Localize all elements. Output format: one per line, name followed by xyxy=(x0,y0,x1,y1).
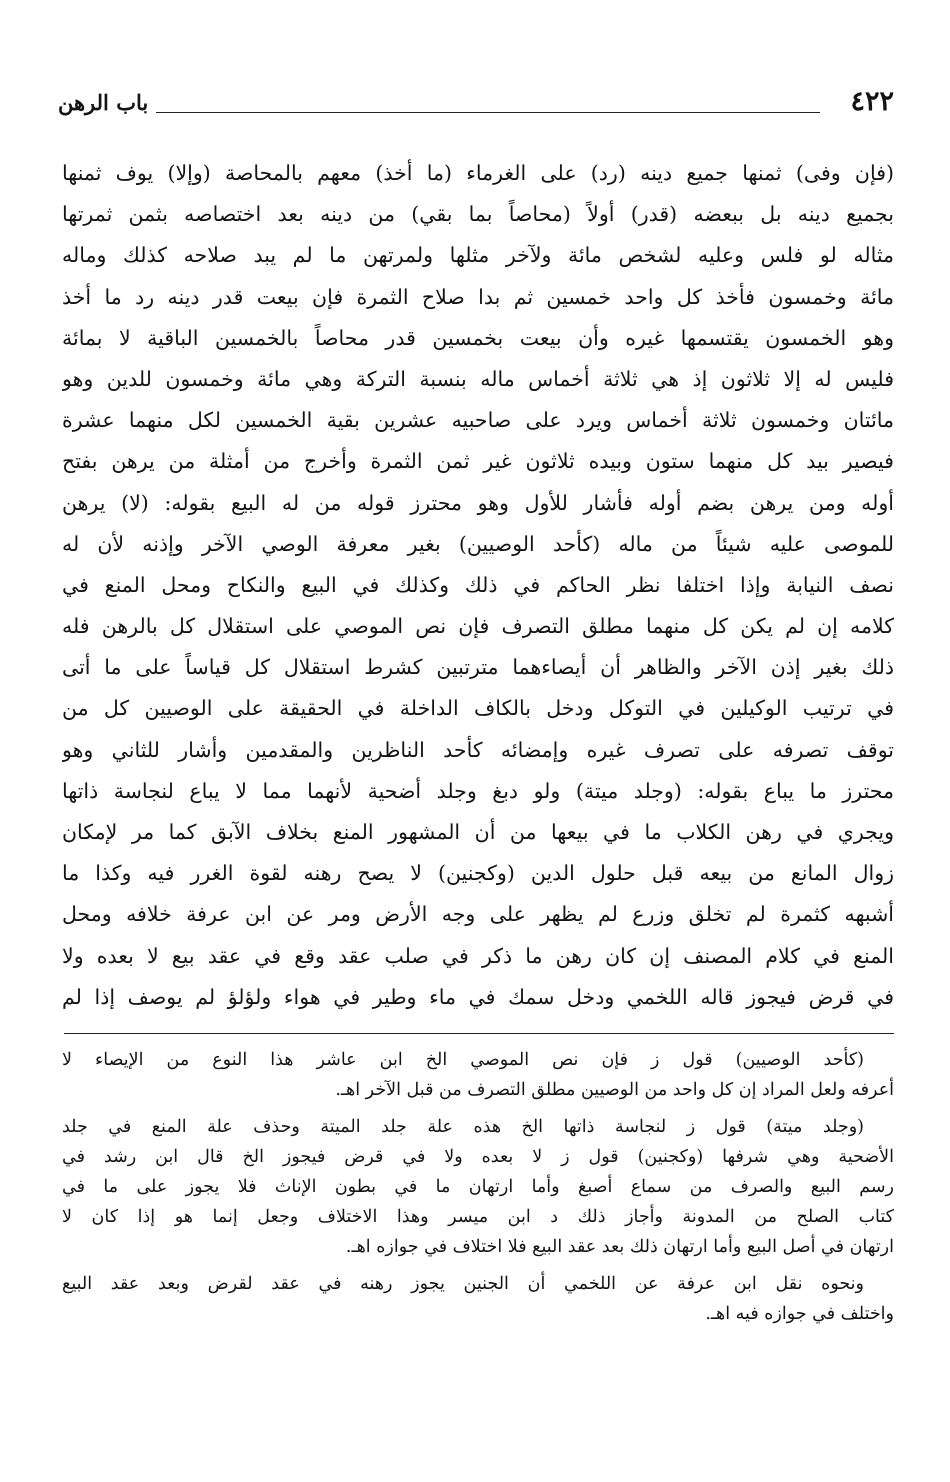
text-line: نصف النيابة وإذا اختلفا نظر الحاكم في ذلك وكذلك في البيع والنكاح ومحل المنع في xyxy=(62,572,894,597)
text-line: مائتان وخمسون ثلاثة أخماس ويرد على صاحبيه عشرين بقية الخمسين لكل منهما عشرة xyxy=(62,408,894,433)
footnote-line: الأضحية وهي شرفها (وكجنين) قول ز لا بعده ولا في قرض فيجوز الخ قال ابن رشد في xyxy=(62,1147,894,1167)
page-header xyxy=(58,86,894,120)
text-line: زوال المانع من بيعه قبل حلول الدين (وكجنين) لا يصح رهنه لقوة الغرر فيه وكذا ما xyxy=(62,861,894,886)
footnotes xyxy=(62,1045,894,1336)
header-rule xyxy=(156,112,820,113)
text-line: ويجري في رهن الكلاب ما في بيعها من أن المشهور المنع بخلاف الآبق كما مر لإمكان xyxy=(62,820,894,844)
footnote-line: (وجلد ميتة) قول ز لنجاسة ذاتها الخ هذه علة جلد الميتة وحذف علة المنع في جلد xyxy=(62,1117,864,1137)
footnote-line: رسم البيع والصرف من سماع أصبغ وأما ارتهان ما في بطون الإناث فلا يجوز على ما في xyxy=(62,1177,894,1197)
text-line: (فإن وفى) ثمنها جميع دينه (رد) على الغرماء (ما أخذ) معهم بالمحاصة (وإلا) يوف ثمنها xyxy=(62,161,894,185)
footnote xyxy=(62,1045,894,1105)
text-line: أشبهه كثمرة لم تخلق وزرع لم يظهر على وجه الأرض ومر عن ابن عرفة خلافه ومحل xyxy=(62,902,894,927)
text-line: المنع في كلام المصنف إن كان رهن ما ذكر في صلب عقد وقع في عقد بيع لا بعده ولا xyxy=(62,943,894,968)
text-line: محترز ما يباع بقوله: (وجلد ميتة) ولو دبغ وجلد أضحية لأنهما مما لا يباع لنجاسة ذاتها xyxy=(62,778,894,803)
footnote-line: كتاب الصلح من المدونة وأجاز ذلك د ابن ميسر وهذا الاختلاف وجعل إنما هو إذا كان لا xyxy=(62,1207,894,1227)
text-line: للموصى عليه شيئاً من ماله (كأحد الوصيين) بغير معرفة الوصي الآخر وإذنه لأن له xyxy=(62,531,894,556)
text-line: ذلك بغير إذن الآخر والظاهر أن أيصاءهما مترتبين كشرط استقلال كل قياساً على ما أتى xyxy=(62,655,894,680)
chapter-title: باب الرهن xyxy=(58,90,149,115)
text-line: وهو الخمسون يقتسمها غيره وأن بيعت بخمسين قدر محاصاً بالخمسين الباقية لا بمائة xyxy=(62,325,894,350)
footnote-line: ونحوه نقل ابن عرفة عن اللخمي أن الجنين يجوز رهنه في عقد لقرض وبعد عقد البيع xyxy=(62,1274,864,1294)
text-line: بجميع دينه بل ببعضه (قدر) أولاً (محاصاً بما بقي) من دينه بعد اختصاصه بثمن ثمرتها xyxy=(62,202,894,227)
main-text xyxy=(62,153,894,1018)
footnote-separator xyxy=(64,1033,894,1034)
text-line: أوله ومن يرهن بضم أوله فأشار للأول وهو محترز قوله من له البيع بقوله: (لا) يرهن xyxy=(62,490,894,515)
text-line: فيصير بيد كل منهما ستون وبيده ثلاثون غير ثمن الثمرة وأخرج من أمثلة من يرهن بفتح xyxy=(62,449,894,474)
footnote-line: أعرفه ولعل المراد إن كل واحد من الوصيين مطلق التصرف من قبل الآخر اهـ. xyxy=(335,1080,894,1100)
footnote xyxy=(62,1112,894,1262)
footnote-line: (كأحد الوصيين) قول ز فإن نص الموصي الخ ابن عاشر هذا النوع من الإيصاء لا xyxy=(62,1050,864,1070)
text-line: مثاله لو فلس وعليه لشخص مائة ولآخر مثلها ولمرتهن ما لم يبد صلاحه كذلك وماله xyxy=(62,243,894,268)
text-line: في قرض فيجوز قاله اللخمي ودخل سمك في ماء وطير في هواء ولؤلؤ لم يوصف إذا لم xyxy=(62,984,894,1009)
text-line: كلامه إن لم يكن كل منهما مطلق التصرف فإن نص الموصي على استقلال كل بالرهن فله xyxy=(62,614,894,639)
footnote-line: واختلف في جوازه فيه اهـ. xyxy=(705,1304,894,1324)
page-number: ٤٢٢ xyxy=(850,86,894,117)
footnote-line: ارتهان في أصل البيع وأما ارتهان ذلك بعد عقد البيع فلا اختلاف في جوازه اهـ. xyxy=(345,1237,894,1257)
text-line: مائة وخمسون فأخذ كل واحد خمسين ثم بدا صلاح الثمرة فإن بيعت قدر دينه رد ما أخذ xyxy=(62,284,894,309)
text-line: فليس له إلا ثلاثون إذ هي ثلاثة أخماس ماله بنسبة التركة وهي مائة وخمسون للدين وهو xyxy=(62,366,894,391)
footnote xyxy=(62,1269,894,1329)
text-line: في ترتيب الوكيلين في التوكل ودخل بالكاف الداخلة في الحقيقة على الوصيين كل من xyxy=(62,696,894,721)
text-line: توقف تصرفه على تصرف غيره وإمضائه كأحد الناظرين والمقدمين وأشار للثاني وهو xyxy=(62,737,894,762)
